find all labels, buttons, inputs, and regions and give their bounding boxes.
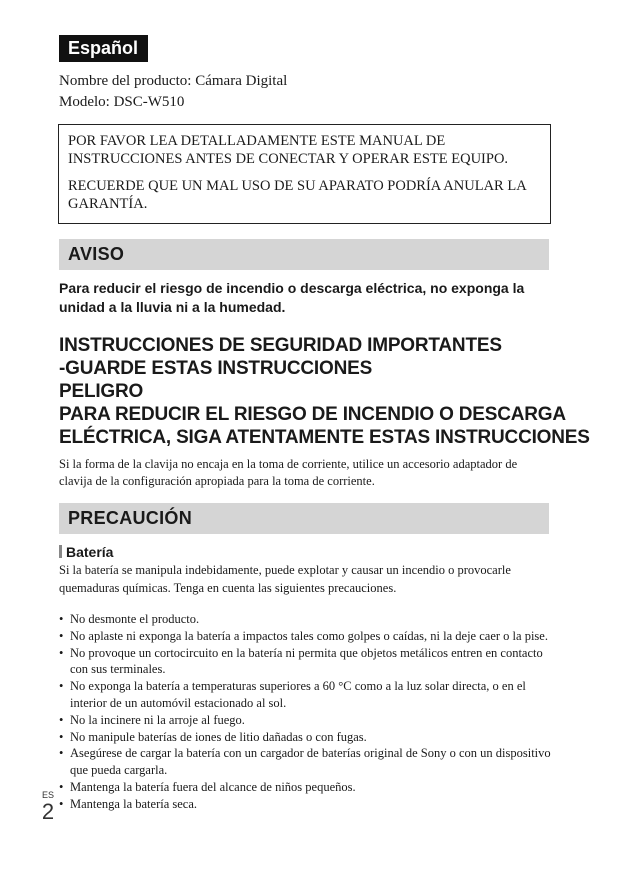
- bullet-icon: •: [59, 628, 64, 643]
- battery-subheading: [59, 543, 113, 561]
- safety-line-1: INSTRUCCIONES DE SEGURIDAD IMPORTANTES: [59, 335, 502, 356]
- product-info: [59, 71, 287, 113]
- bullet-icon: •: [59, 612, 64, 626]
- bullet-icon: •: [59, 645, 64, 660]
- list-item: [59, 779, 551, 796]
- bullet-icon: •: [59, 712, 64, 727]
- bullet-icon: •: [59, 746, 64, 761]
- bullet-icon: •: [59, 779, 64, 794]
- list-item-text: Mantenga la batería seca.: [70, 796, 198, 811]
- plug-adapter-text: Si la forma de la clavija no encaja en la toma de corriente, utilice un accesorio adaptador de clavija de la configuración apropiada para la toma de corriente.: [59, 457, 518, 488]
- list-item-text: No desmonte el producto.: [70, 612, 200, 626]
- list-item: [59, 645, 551, 679]
- bullet-icon: •: [59, 729, 64, 744]
- notice-box: [58, 124, 551, 224]
- list-item-text: No aplaste ni exponga la batería a impactos tales como golpes o caídas, ni la deje caer o la pise.: [70, 628, 548, 643]
- list-item-text: Mantenga la batería fuera del alcance de niños pequeños.: [70, 779, 356, 794]
- page-number: 2: [41, 799, 55, 824]
- notice-paragraph-warranty: RECUERDE QUE UN MAL USO DE SU APARATO PODRÍA ANULAR LA GARANTÍA.: [68, 178, 526, 212]
- page-marker: [40, 790, 56, 824]
- aviso-heading: AVISO: [59, 239, 549, 270]
- safety-line-4: PARA REDUCIR EL RIESGO DE INCENDIO O DESCARGA: [59, 404, 566, 425]
- safety-line-5: ELÉCTRICA, SIGA ATENTAMENTE ESTAS INSTRUCCIONES: [59, 427, 590, 448]
- safety-instructions-heading: [59, 334, 590, 449]
- bullet-icon: •: [59, 796, 64, 811]
- safety-line-3: PELIGRO: [59, 381, 144, 402]
- page-lang-code: ES: [41, 790, 54, 800]
- list-item: [59, 611, 551, 628]
- list-item: [59, 678, 551, 712]
- safety-line-2: -GUARDE ESTAS INSTRUCCIONES: [59, 358, 373, 379]
- list-item-text: Asegúrese de cargar la batería con un cargador de baterías original de Sony o con un dispositivo que pueda cargarla.: [70, 746, 551, 778]
- list-item: [59, 628, 551, 645]
- list-item-text: No la incinere ni la arroje al fuego.: [70, 712, 245, 727]
- list-item: [59, 796, 551, 813]
- precaucion-heading: PRECAUCIÓN: [59, 503, 549, 534]
- list-item-text: No provoque un cortocircuito en la batería ni permita que objetos metálicos entren en contacto con sus terminales.: [70, 645, 543, 677]
- list-item-text: No manipule baterías de iones de litio dañadas o con fugas.: [70, 729, 367, 744]
- aviso-text: Para reducir el riesgo de incendio o descarga eléctrica, no exponga la unidad a la lluvia ni a la humedad.: [59, 280, 525, 315]
- battery-subheading-label: Batería: [66, 544, 114, 560]
- list-item: [59, 745, 551, 779]
- list-item: [59, 712, 551, 729]
- battery-precautions-list: [59, 611, 551, 813]
- list-item-text: No exponga la batería a temperaturas superiores a 60 °C como a la luz solar directa, o en el interior de un automóvil estacionado al sol.: [70, 679, 526, 710]
- bullet-icon: •: [59, 679, 64, 694]
- subheading-marker: [59, 545, 62, 558]
- notice-paragraph-read-manual: POR FAVOR LEA DETALLADAMENTE ESTE MANUAL DE INSTRUCCIONES ANTES DE CONECTAR Y OPERAR ESTE EQUIPO.: [68, 133, 509, 167]
- product-name: Nombre del producto: Cámara Digital: [59, 73, 288, 89]
- product-model: Modelo: DSC-W510: [59, 94, 185, 110]
- language-tab: Español: [59, 35, 148, 62]
- list-item: [59, 729, 551, 746]
- battery-intro-text: Si la batería se manipula indebidamente, puede explotar y causar un incendio o provocarle quemaduras químicas. Tenga en cuenta las siguientes precauciones.: [59, 563, 511, 595]
